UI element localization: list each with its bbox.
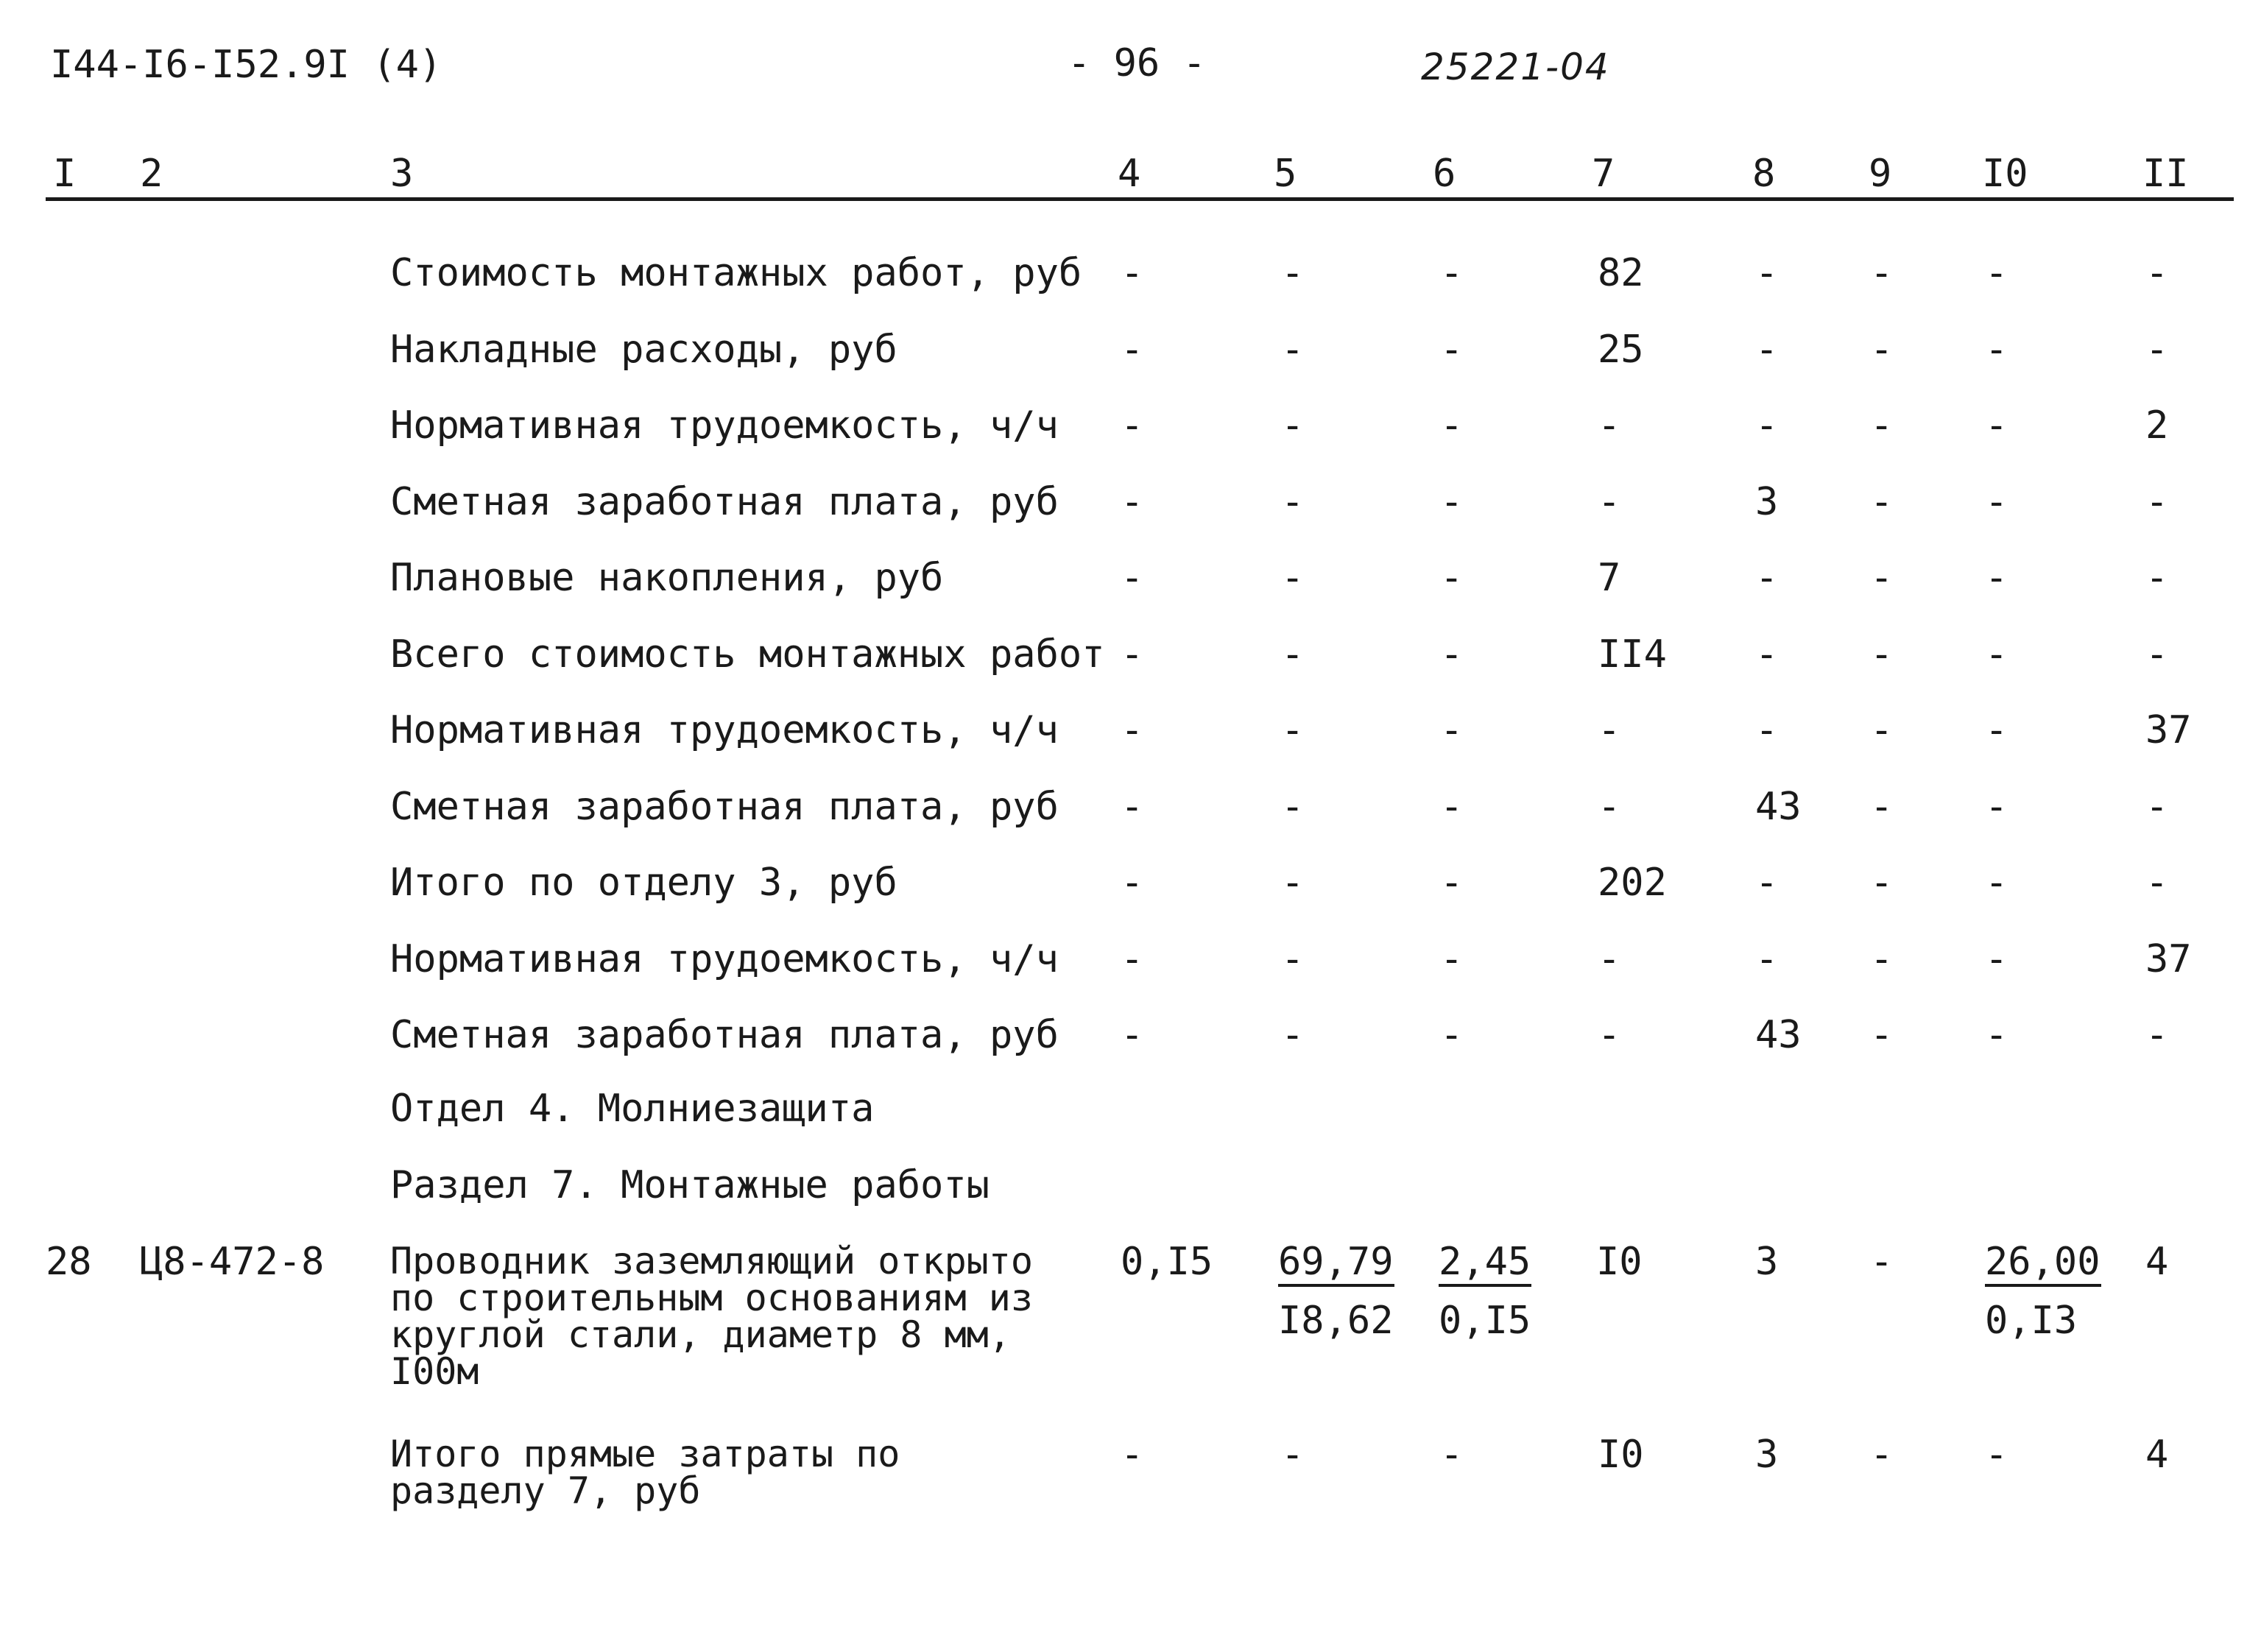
cell-value: - — [1440, 480, 1464, 524]
cell-value: 37 — [2145, 937, 2192, 981]
cell-value: - — [1281, 251, 1305, 295]
cell-value: - — [1985, 480, 2008, 524]
cell-value: - — [1121, 480, 1144, 524]
cell-value: - — [1870, 403, 1894, 448]
cell-value: - — [1440, 251, 1464, 295]
cell-value: - — [1598, 937, 1621, 981]
row-label: Всего стоимость монтажных работ — [390, 632, 1105, 677]
cell-value: 82 — [1598, 251, 1644, 295]
cell-value: - — [1755, 403, 1779, 448]
cell-value: - — [1985, 328, 2008, 372]
item-col11-value: 4 — [2145, 1240, 2169, 1284]
cell-value: - — [2145, 785, 2169, 829]
cell-value: - — [1870, 1433, 1894, 1477]
cell-value: - — [1755, 632, 1779, 677]
cell-value: - — [1870, 480, 1894, 524]
cell-value: - — [1598, 403, 1621, 448]
cell-value: - — [1985, 403, 2008, 448]
cell-value: - — [1755, 861, 1779, 905]
cell-value: - — [2145, 480, 2169, 524]
cell-value: - — [1870, 632, 1894, 677]
cell-value: - — [1281, 328, 1305, 372]
cell-value: - — [1121, 632, 1144, 677]
cell-value: - — [1440, 403, 1464, 448]
item-description-line: Проводник заземляющий открыто — [390, 1240, 1033, 1282]
cell-value: 3 — [1755, 480, 1779, 524]
cell-value: - — [1121, 708, 1144, 752]
cell-value: - — [1985, 861, 2008, 905]
row-label: Накладные расходы, руб — [390, 328, 897, 372]
cell-value: - — [1281, 403, 1305, 448]
cell-value: - — [1440, 708, 1464, 752]
cell-value: - — [1870, 708, 1894, 752]
column-header: II — [2142, 152, 2189, 196]
cell-value: - — [1985, 708, 2008, 752]
cell-value: - — [1281, 480, 1305, 524]
cell-value: - — [2145, 861, 2169, 905]
cell-value: - — [1755, 251, 1779, 295]
item-description-line: по строительным основаниям из — [390, 1277, 1033, 1319]
cell-value: - — [1985, 937, 2008, 981]
cell-value: - — [1440, 328, 1464, 372]
cell-value: - — [1121, 1433, 1144, 1477]
total-label-line: разделу 7, руб — [390, 1469, 701, 1512]
cell-value: - — [1121, 1013, 1144, 1057]
item-number: 28 — [46, 1240, 92, 1284]
column-header: 6 — [1433, 152, 1456, 196]
cell-value: - — [1870, 556, 1894, 600]
cell-value: - — [1755, 328, 1779, 372]
cell-value: - — [1985, 251, 2008, 295]
cell-value: 2 — [2145, 403, 2169, 448]
cell-value: - — [1755, 556, 1779, 600]
cell-value: - — [1985, 556, 2008, 600]
column-header: 4 — [1118, 152, 1141, 196]
cell-value: - — [1870, 861, 1894, 905]
cell-value: 37 — [2145, 708, 2192, 752]
cell-value: 3 — [1755, 1433, 1779, 1477]
cell-value: - — [1121, 403, 1144, 448]
row-label: Нормативная трудоемкость, ч/ч — [390, 403, 1059, 448]
document-code: I44-I6-I52.9I (4) — [50, 43, 442, 87]
row-label: Нормативная трудоемкость, ч/ч — [390, 937, 1059, 981]
cell-value: - — [1281, 708, 1305, 752]
cell-value: - — [1440, 1433, 1464, 1477]
column-header: 2 — [140, 152, 163, 196]
cell-value: I0 — [1598, 1433, 1644, 1477]
item-col4-value: 0,I5 — [1121, 1240, 1213, 1284]
cell-value: - — [1870, 1013, 1894, 1057]
total-label-line: Итого прямые затраты по — [390, 1433, 900, 1475]
cell-value: - — [1440, 632, 1464, 677]
underline — [1278, 1284, 1394, 1287]
page-number: - 96 - — [1068, 41, 1206, 85]
item-col6-top-value: 2,45 — [1439, 1240, 1531, 1284]
cell-value: - — [1440, 785, 1464, 829]
item-col5-top-value: 69,79 — [1278, 1240, 1394, 1284]
item-col5-bottom-value: I8,62 — [1278, 1299, 1394, 1343]
item-col10-top-value: 26,00 — [1985, 1240, 2100, 1284]
cell-value: 7 — [1598, 556, 1621, 600]
cell-value: - — [1870, 937, 1894, 981]
item-col9-value: - — [1870, 1240, 1894, 1284]
cell-value: - — [2145, 328, 2169, 372]
cell-value: - — [1281, 556, 1305, 600]
column-header: 5 — [1274, 152, 1297, 196]
cell-value: - — [1985, 1013, 2008, 1057]
cell-value: - — [1870, 251, 1894, 295]
cell-value: - — [1985, 632, 2008, 677]
row-label: Нормативная трудоемкость, ч/ч — [390, 708, 1059, 752]
row-label: Сметная заработная плата, руб — [390, 1013, 1059, 1057]
section-heading: Отдел 4. Молниезащита — [390, 1087, 875, 1131]
item-col8-value: 3 — [1755, 1240, 1779, 1284]
item-description-line: I00м — [390, 1350, 479, 1393]
cell-value: - — [2145, 632, 2169, 677]
row-label: Плановые накопления, руб — [390, 556, 944, 600]
cell-value: - — [1598, 480, 1621, 524]
column-header: I — [53, 152, 77, 196]
cell-value: - — [1598, 708, 1621, 752]
cell-value: - — [1281, 1433, 1305, 1477]
cell-value: - — [1985, 1433, 2008, 1477]
cell-value: - — [1281, 937, 1305, 981]
item-code: Ц8-472-8 — [140, 1240, 325, 1284]
cell-value: - — [1870, 785, 1894, 829]
cell-value: 43 — [1755, 785, 1802, 829]
cell-value: - — [1281, 785, 1305, 829]
cell-value: - — [1755, 937, 1779, 981]
cell-value: - — [1121, 251, 1144, 295]
cell-value: - — [1121, 861, 1144, 905]
item-col7-value: I0 — [1596, 1240, 1643, 1284]
row-label: Стоимость монтажных работ, руб — [390, 251, 1082, 295]
cell-value: - — [1121, 785, 1144, 829]
cell-value: - — [1870, 328, 1894, 372]
cell-value: - — [1440, 1013, 1464, 1057]
column-header: 3 — [390, 152, 414, 196]
column-header: 8 — [1752, 152, 1776, 196]
cell-value: 4 — [2145, 1433, 2169, 1477]
item-col10-bottom-value: 0,I3 — [1985, 1299, 2078, 1343]
cell-value: - — [2145, 556, 2169, 600]
cell-value: - — [1440, 937, 1464, 981]
item-col6-bottom-value: 0,I5 — [1439, 1299, 1531, 1343]
cell-value: - — [1281, 861, 1305, 905]
row-label: Итого по отделу 3, руб — [390, 861, 897, 905]
cell-value: - — [1755, 708, 1779, 752]
underline — [1439, 1284, 1531, 1287]
cell-value: 202 — [1598, 861, 1667, 905]
cell-value: - — [1121, 937, 1144, 981]
inventory-number: 25221-04 — [1421, 46, 1610, 88]
cell-value: - — [1985, 785, 2008, 829]
header-rule — [46, 197, 2234, 201]
cell-value: - — [1440, 861, 1464, 905]
item-description-line: круглой стали, диаметр 8 мм, — [390, 1313, 1011, 1356]
cell-value: - — [2145, 251, 2169, 295]
cell-value: - — [1121, 328, 1144, 372]
cell-value: 43 — [1755, 1013, 1802, 1057]
cell-value: - — [1598, 1013, 1621, 1057]
row-label: Сметная заработная плата, руб — [390, 785, 1059, 829]
column-header: I0 — [1982, 152, 2028, 196]
column-header: 7 — [1592, 152, 1615, 196]
column-header: 9 — [1869, 152, 1892, 196]
underline — [1985, 1284, 2101, 1287]
cell-value: - — [2145, 1013, 2169, 1057]
cell-value: - — [1281, 1013, 1305, 1057]
cell-value: - — [1281, 632, 1305, 677]
cell-value: - — [1598, 785, 1621, 829]
cell-value: II4 — [1598, 632, 1667, 677]
cell-value: - — [1121, 556, 1144, 600]
row-label: Сметная заработная плата, руб — [390, 480, 1059, 524]
section-heading: Раздел 7. Монтажные работы — [390, 1163, 990, 1207]
cell-value: - — [1440, 556, 1464, 600]
cell-value: 25 — [1598, 328, 1644, 372]
